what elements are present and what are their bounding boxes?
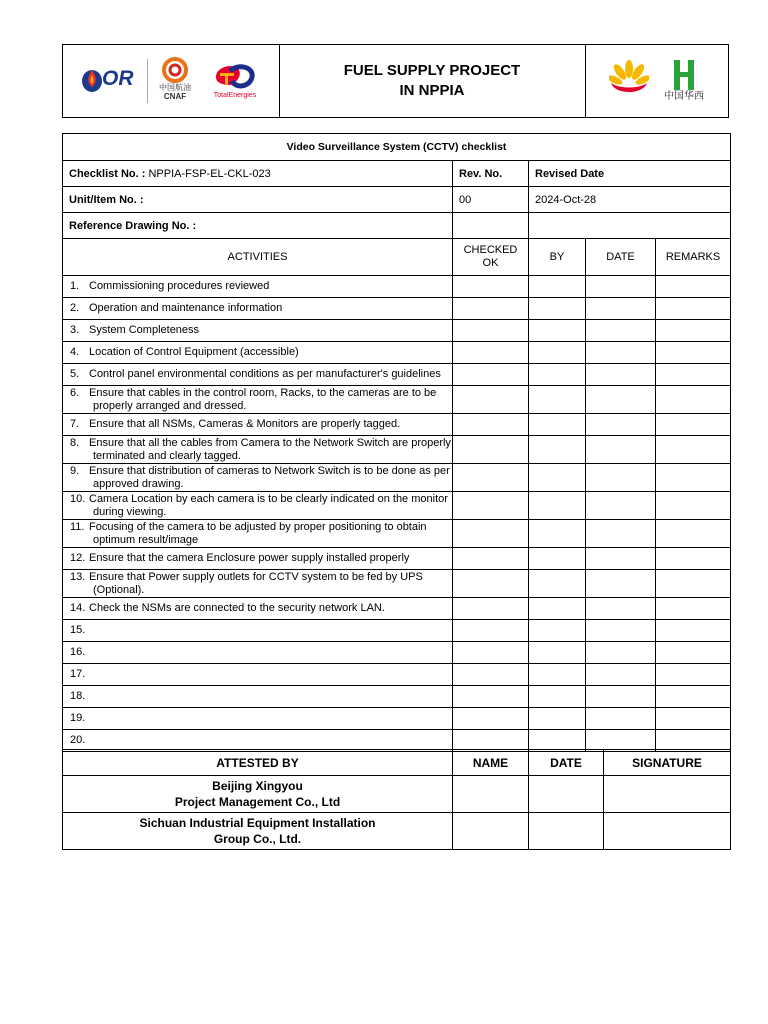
- activity-text: [63, 342, 453, 364]
- checked-ok-cell[interactable]: [453, 548, 529, 570]
- remarks-cell[interactable]: [656, 276, 731, 298]
- by-cell[interactable]: [529, 276, 586, 298]
- activity-number: 14.: [70, 602, 86, 614]
- date-cell[interactable]: [586, 570, 656, 598]
- activity-number: 9.: [70, 464, 80, 477]
- activity-row: [63, 276, 731, 298]
- activity-list: [63, 276, 731, 752]
- activity-number: 16.: [70, 646, 86, 658]
- activity-line1: Ensure that cables in the control room, Racks, to the cameras are to be: [89, 386, 437, 399]
- activity-row: [63, 342, 731, 364]
- activity-number: 5.: [70, 368, 80, 380]
- col-by: BY: [529, 239, 586, 276]
- checked-ok-cell[interactable]: [453, 492, 529, 520]
- checked-ok-cell[interactable]: [453, 520, 529, 548]
- reference-empty-cell: [453, 213, 529, 239]
- activity-row: [63, 642, 731, 664]
- activity-number: 13.: [70, 570, 86, 583]
- by-cell[interactable]: [529, 320, 586, 342]
- date-cell[interactable]: [586, 276, 656, 298]
- cnpc-logo: [609, 59, 649, 99]
- date-cell[interactable]: [586, 386, 656, 414]
- col-checked-ok: [453, 239, 529, 276]
- totalenergies-logo-text: TotalEnergies: [213, 92, 257, 99]
- by-cell[interactable]: [529, 642, 586, 664]
- activity-row: [63, 464, 731, 492]
- attest-company-line2: Project Management Co., Ltd: [174, 795, 341, 809]
- by-cell[interactable]: [529, 620, 586, 642]
- unit-row: [63, 187, 731, 213]
- activity-row: [63, 686, 731, 708]
- activity-number: 10.: [70, 492, 86, 505]
- attestation-table: [62, 749, 731, 850]
- by-cell[interactable]: [529, 686, 586, 708]
- checklist-no-value: NPPIA-FSP-EL-CKL-023: [148, 167, 271, 180]
- remarks-cell[interactable]: [656, 386, 731, 414]
- checked-ok-cell[interactable]: [453, 436, 529, 464]
- checked-ok-cell[interactable]: [453, 342, 529, 364]
- unit-item-label: Unit/Item No. :: [63, 187, 453, 213]
- activity-number: 20.: [70, 734, 86, 746]
- activity-line2: properly arranged and dressed.: [93, 399, 247, 412]
- by-cell[interactable]: [529, 414, 586, 436]
- col-checked-line2: OK: [482, 257, 499, 269]
- activity-row: [63, 320, 731, 342]
- or-logo-text: OR: [102, 67, 134, 90]
- remarks-cell[interactable]: [656, 342, 731, 364]
- revised-date-value: 2024-Oct-28: [529, 187, 731, 213]
- activity-line1: Camera Location by each camera is to be clearly indicated on the monitor: [89, 492, 448, 505]
- checked-ok-cell[interactable]: [453, 276, 529, 298]
- checklist-no-label: Checklist No. :: [69, 167, 146, 180]
- activity-row: [63, 708, 731, 730]
- attest-signature-cell[interactable]: [604, 776, 731, 813]
- activity-line2: optimum result/image: [93, 533, 199, 546]
- remarks-cell[interactable]: [656, 464, 731, 492]
- checklist-table: [62, 133, 731, 752]
- activity-line1: Control panel environmental conditions as per manufacturer's guidelines: [89, 368, 441, 380]
- activity-line1: Check the NSMs are connected to the security network LAN.: [89, 602, 385, 614]
- activity-number: 4.: [70, 346, 80, 358]
- by-cell[interactable]: [529, 386, 586, 414]
- activity-line1: Commissioning procedures reviewed: [89, 280, 270, 292]
- attest-date-cell[interactable]: [529, 813, 604, 850]
- date-cell[interactable]: [586, 620, 656, 642]
- activity-row: [63, 664, 731, 686]
- activity-row: [63, 436, 731, 464]
- remarks-cell[interactable]: [656, 414, 731, 436]
- col-date: DATE: [586, 239, 656, 276]
- checklist-caption: Video Surveillance System (CCTV) checklist: [63, 134, 731, 161]
- date-cell[interactable]: [586, 464, 656, 492]
- col-attest-date: DATE: [529, 750, 604, 776]
- remarks-cell[interactable]: [656, 620, 731, 642]
- checked-ok-cell[interactable]: [453, 386, 529, 414]
- activity-text: [63, 520, 453, 548]
- col-attest-name: NAME: [453, 750, 529, 776]
- date-cell[interactable]: [586, 298, 656, 320]
- checked-ok-cell[interactable]: [453, 664, 529, 686]
- activity-number: 6.: [70, 386, 80, 399]
- by-cell[interactable]: [529, 342, 586, 364]
- by-cell[interactable]: [529, 464, 586, 492]
- col-activities: ACTIVITIES: [63, 239, 453, 276]
- checked-ok-cell[interactable]: [453, 570, 529, 598]
- attest-signature-cell[interactable]: [604, 813, 731, 850]
- activity-number: 1.: [70, 280, 80, 292]
- activity-number: 12.: [70, 552, 86, 564]
- activity-row: [63, 414, 731, 436]
- header-title-line2: IN NPPIA: [399, 82, 465, 99]
- remarks-cell[interactable]: [656, 436, 731, 464]
- cnaf-logo-en: CNAF: [163, 92, 187, 101]
- activity-number: 7.: [70, 418, 80, 430]
- huaxi-logo: [659, 59, 709, 109]
- date-cell[interactable]: [586, 520, 656, 548]
- activity-row: [63, 520, 731, 548]
- activity-line2: during viewing.: [93, 505, 167, 518]
- by-cell[interactable]: [529, 520, 586, 548]
- remarks-cell[interactable]: [656, 570, 731, 598]
- date-cell[interactable]: [586, 598, 656, 620]
- reference-empty-cell: [529, 213, 731, 239]
- attest-date-cell[interactable]: [529, 776, 604, 813]
- attest-name-cell[interactable]: [453, 813, 529, 850]
- rev-no-value: 00: [453, 187, 529, 213]
- attest-company-line1: Sichuan Industrial Equipment Installation: [139, 816, 376, 830]
- activity-text: [63, 570, 453, 598]
- checked-ok-cell[interactable]: [453, 414, 529, 436]
- date-cell[interactable]: [586, 364, 656, 386]
- col-checked-line1: CHECKED: [463, 244, 518, 256]
- attest-company: [63, 813, 453, 850]
- reference-row: [63, 213, 731, 239]
- activity-text: [63, 686, 453, 708]
- column-header-row: [63, 239, 731, 276]
- activity-number: 11.: [70, 520, 85, 533]
- activity-text: [63, 708, 453, 730]
- col-attest-signature: SIGNATURE: [604, 750, 731, 776]
- activity-text: [63, 320, 453, 342]
- activity-text: [63, 364, 453, 386]
- date-cell[interactable]: [586, 708, 656, 730]
- activity-text: [63, 298, 453, 320]
- by-cell[interactable]: [529, 364, 586, 386]
- header-title: [279, 45, 586, 117]
- date-cell[interactable]: [586, 414, 656, 436]
- attest-company-line1: Beijing Xingyou: [212, 779, 303, 793]
- activity-text: [63, 620, 453, 642]
- activity-text: [63, 642, 453, 664]
- checked-ok-cell[interactable]: [453, 598, 529, 620]
- date-cell[interactable]: [586, 492, 656, 520]
- activity-row: [63, 298, 731, 320]
- by-cell[interactable]: [529, 492, 586, 520]
- activity-line2: approved drawing.: [93, 477, 184, 490]
- date-cell[interactable]: [586, 642, 656, 664]
- checked-ok-cell[interactable]: [453, 320, 529, 342]
- activity-row: [63, 598, 731, 620]
- activity-number: 18.: [70, 690, 86, 702]
- checked-ok-cell[interactable]: [453, 708, 529, 730]
- activity-row: [63, 620, 731, 642]
- checked-ok-cell[interactable]: [453, 364, 529, 386]
- rev-no-label: Rev. No.: [453, 161, 529, 187]
- document-header: [62, 44, 729, 118]
- activity-row: [63, 364, 731, 386]
- attestation-row: [63, 813, 731, 850]
- by-cell[interactable]: [529, 708, 586, 730]
- activity-line1: Location of Control Equipment (accessible): [89, 346, 299, 358]
- checked-ok-cell[interactable]: [453, 464, 529, 492]
- remarks-cell[interactable]: [656, 708, 731, 730]
- logo-divider: [147, 59, 148, 103]
- col-attested-by: ATTESTED BY: [63, 750, 453, 776]
- date-cell[interactable]: [586, 342, 656, 364]
- date-cell[interactable]: [586, 686, 656, 708]
- checked-ok-cell[interactable]: [453, 298, 529, 320]
- activity-text: [63, 436, 453, 464]
- by-cell[interactable]: [529, 570, 586, 598]
- col-remarks: REMARKS: [656, 239, 731, 276]
- by-cell[interactable]: [529, 436, 586, 464]
- activity-line1: Ensure that the camera Enclosure power supply installed properly: [89, 552, 410, 564]
- by-cell[interactable]: [529, 298, 586, 320]
- cnaf-logo: [151, 57, 199, 107]
- date-cell[interactable]: [586, 548, 656, 570]
- activity-text: [63, 386, 453, 414]
- activity-line2: terminated and clearly tagged.: [93, 449, 241, 462]
- date-cell[interactable]: [586, 664, 656, 686]
- activity-number: 2.: [70, 302, 80, 314]
- activity-text: [63, 414, 453, 436]
- remarks-cell[interactable]: [656, 298, 731, 320]
- activity-row: [63, 548, 731, 570]
- remarks-cell[interactable]: [656, 492, 731, 520]
- remarks-cell[interactable]: [656, 320, 731, 342]
- header-logos-right: [585, 45, 728, 117]
- activity-text: [63, 598, 453, 620]
- header-logos-left: [63, 45, 280, 117]
- by-cell[interactable]: [529, 664, 586, 686]
- or-logo: [81, 65, 141, 95]
- by-cell[interactable]: [529, 598, 586, 620]
- by-cell[interactable]: [529, 548, 586, 570]
- remarks-cell[interactable]: [656, 642, 731, 664]
- huaxi-logo-text: 中国华西: [664, 91, 704, 102]
- activity-text: [63, 276, 453, 298]
- activity-line1: System Completeness: [89, 324, 200, 336]
- activity-line1: Operation and maintenance information: [89, 302, 283, 314]
- activity-number: 19.: [70, 712, 86, 724]
- totalenergies-logo: [205, 63, 265, 103]
- activity-line1: Ensure that Power supply outlets for CCTV system to be fed by UPS: [89, 570, 423, 583]
- header-title-line1: FUEL SUPPLY PROJECT: [343, 62, 521, 79]
- attest-company-line2: Group Co., Ltd.: [213, 832, 302, 846]
- checked-ok-cell[interactable]: [453, 686, 529, 708]
- checklist-no-row: [63, 161, 731, 187]
- remarks-cell[interactable]: [656, 364, 731, 386]
- checked-ok-cell[interactable]: [453, 642, 529, 664]
- activity-line1: Ensure that all the cables from Camera to the Network Switch are properly: [89, 436, 451, 449]
- activity-text: [63, 492, 453, 520]
- revised-date-label: Revised Date: [529, 161, 731, 187]
- date-cell[interactable]: [586, 320, 656, 342]
- reference-drawing-label: Reference Drawing No. :: [63, 213, 453, 239]
- attestation-header-row: [63, 750, 731, 776]
- checklist-no-cell: [63, 161, 453, 187]
- activity-row: [63, 492, 731, 520]
- checklist-caption-row: [63, 134, 731, 161]
- remarks-cell[interactable]: [656, 548, 731, 570]
- activity-number: 8.: [70, 436, 80, 449]
- activity-number: 3.: [70, 324, 80, 336]
- date-cell[interactable]: [586, 436, 656, 464]
- checked-ok-cell[interactable]: [453, 620, 529, 642]
- remarks-cell[interactable]: [656, 598, 731, 620]
- activity-row: [63, 570, 731, 598]
- attest-company: [63, 776, 453, 813]
- activity-line1: Ensure that distribution of cameras to Network Switch is to be done as per: [89, 464, 450, 477]
- remarks-cell[interactable]: [656, 664, 731, 686]
- activity-text: [63, 548, 453, 570]
- activity-number: 15.: [70, 624, 86, 636]
- activity-line2: (Optional).: [93, 583, 145, 596]
- attestation-row: [63, 776, 731, 813]
- activity-number: 17.: [70, 668, 86, 680]
- activity-row: [63, 386, 731, 414]
- activity-text: [63, 464, 453, 492]
- remarks-cell[interactable]: [656, 686, 731, 708]
- attest-name-cell[interactable]: [453, 776, 529, 813]
- activity-text: [63, 664, 453, 686]
- activity-line1: Ensure that all NSMs, Cameras & Monitors are properly tagged.: [89, 418, 401, 430]
- remarks-cell[interactable]: [656, 520, 731, 548]
- cnaf-logo-cn: 中国航油: [159, 83, 191, 92]
- activity-line1: Focusing of the camera to be adjusted by proper positioning to obtain: [89, 520, 427, 533]
